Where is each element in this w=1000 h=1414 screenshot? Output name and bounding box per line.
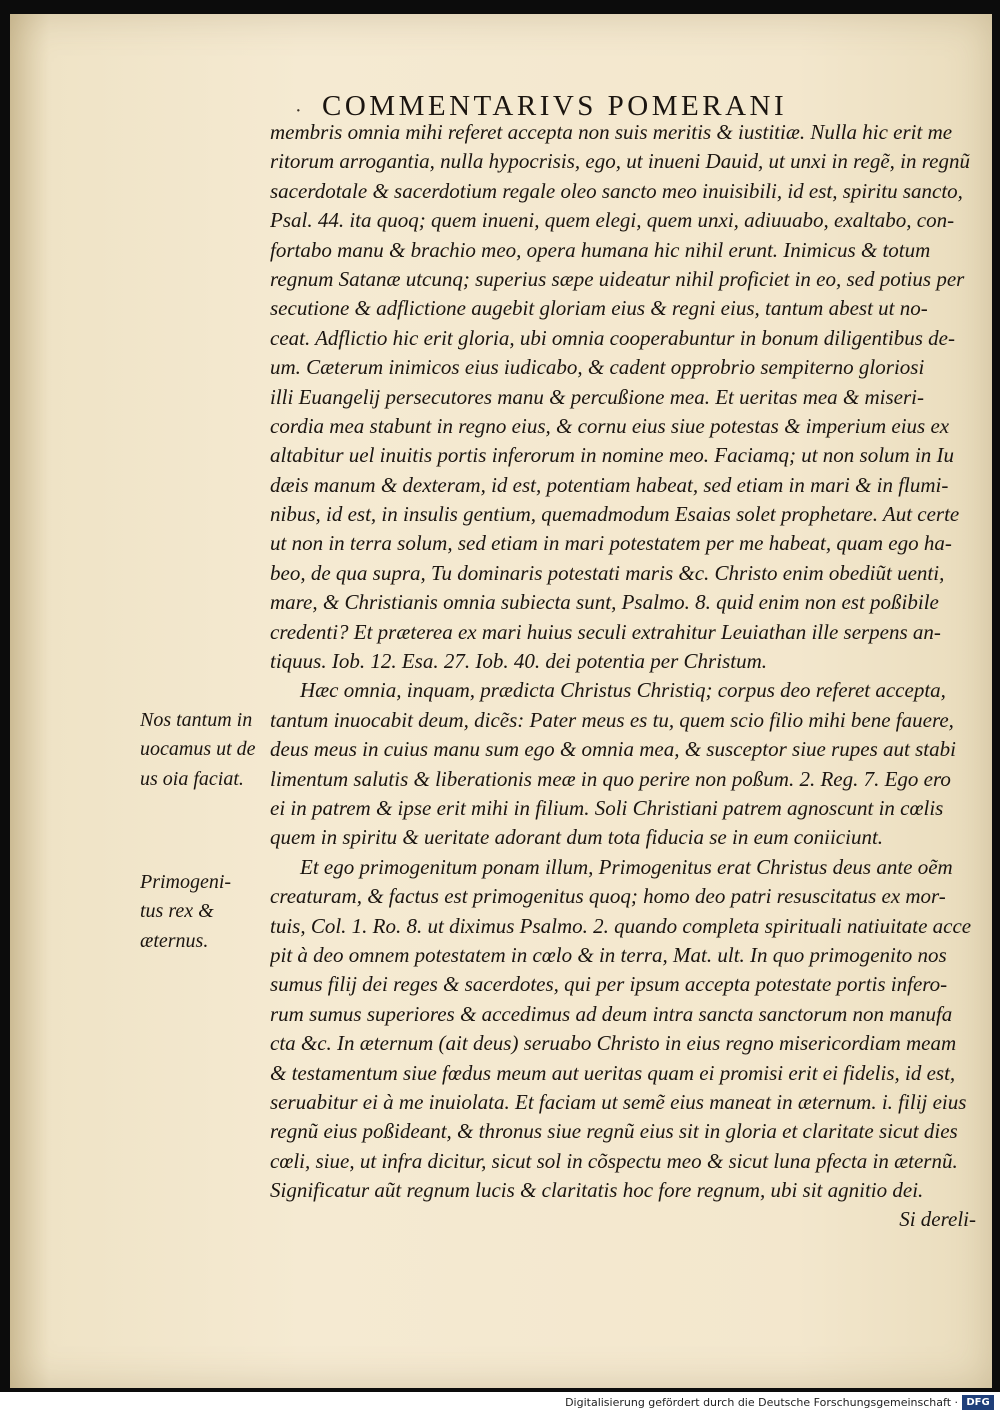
- text-line: limentum salutis & liberationis meæ in quo perire non poßum. 2. Reg. 7. Ego ero: [270, 766, 951, 791]
- text-line: um. Cæterum inimicos eius iudicabo, & cadent opprobrio sempiterno gloriosi: [270, 355, 925, 380]
- dfg-logo: DFG: [962, 1395, 994, 1410]
- margin-note-line: us oia faciat.: [140, 767, 244, 790]
- text-line: nibus, id est, in insulis gentium, quemadmodum Esaias solet prophetare. Aut certe: [270, 502, 960, 527]
- text-line: sacerdotale & sacerdotium regale oleo sancto meo inuisibili, id est, spiritu sancto,: [270, 178, 963, 203]
- text-line: seruabitur ei à me inuiolata. Et faciam ut semẽ eius maneat in æternum. i. filij eius: [270, 1089, 967, 1114]
- catchword: Si dereli-: [899, 1207, 976, 1232]
- text-line: ut non in terra solum, sed etiam in mari potestatem per me habeat, quam ego ha-: [270, 531, 952, 556]
- text-line: pit à deo omnem potestatem in cœlo & in terra, Mat. ult. In quo primogenito nos: [270, 942, 947, 967]
- text-line: rum sumus superiores & accedimus ad deum intra sancta sanctorum non manufa: [270, 1001, 953, 1026]
- text-line: mare, & Christianis omnia subiecta sunt, Psalmo. 8. quid enim non est poßibile: [270, 590, 939, 615]
- text-line: cta &c. In æternum (ait deus) seruabo Christo in eius regno misericordiam meam: [270, 1031, 957, 1056]
- text-line: regnum Satanæ utcunq; superius sæpe uideatur nihil proficiet in eo, sed potius per: [270, 266, 965, 291]
- text-line: tuis, Col. 1. Ro. 8. ut diximus Psalmo. 2. quando completa spirituali natiuitate acce: [270, 913, 972, 938]
- text-line: tiquus. Iob. 12. Esa. 27. Iob. 40. dei potentia per Christum.: [270, 649, 767, 674]
- text-line: dæis manum & dexteram, id est, potentiam habeat, sed etiam in mari & in flumi-: [270, 472, 949, 497]
- header-ornament: ·: [295, 100, 302, 122]
- text-line: membris omnia mihi referet accepta non suis meritis & iustitiæ. Nulla hic erit me: [270, 120, 953, 144]
- text-line: tantum inuocabit deum, dicẽs: Pater meus es tu, quem scio filio mihi bene fauere,: [270, 707, 954, 732]
- text-line: ceat. Adflictio hic erit gloria, ubi omnia cooperabuntur in bonum diligentibus de-: [270, 325, 955, 350]
- footer-bar: [0, 1392, 1000, 1414]
- text-line: & testamentum siue fœdus meum aut ueritas quam ei promisi erit ei fidelis, id est,: [270, 1060, 956, 1085]
- margin-note-line: tus rex &: [140, 900, 214, 923]
- text-line: credenti? Et præterea ex mari huius seculi extrahitur Leuiathan ille serpens an-: [270, 619, 941, 644]
- text-line: fortabo manu & brachio meo, opera humana hic nihil erunt. Inimicus & totum: [270, 237, 931, 262]
- margin-note-line: Nos tantum in: [140, 709, 253, 731]
- text-line: illi Euangelij persecutores manu & percußione mea. Et ueritas mea & miseri-: [270, 384, 925, 409]
- text-line: regnũ eius poßideant, & thronus siue regnũ eius sit in gloria et claritate sicut dies: [270, 1119, 958, 1144]
- margin-note-invocation: [140, 706, 265, 794]
- margin-note-primogenitus: [140, 868, 265, 956]
- text-line: Significatur aũt regnum lucis & claritatis hoc fore regnum, ubi sit agnitio dei.: [270, 1178, 924, 1203]
- body-text: [270, 118, 986, 1235]
- paragraph-start-line: Et ego primogenitum ponam illum, Primogenitus erat Christus deus ante oẽm: [300, 854, 953, 879]
- text-line: altabitur uel inuitis portis inferorum in nomine meo. Faciamq; ut non solum in Iu: [270, 443, 955, 468]
- text-line: cœli, siue, ut infra dicitur, sicut sol in cõspectu meo & sicut luna pfecta in æternũ.: [270, 1148, 958, 1173]
- margin-note-line: uocamus ut de: [140, 738, 256, 761]
- text-line: secutione & adflictione augebit gloriam eius & regni eius, tantum abest ut no-: [270, 296, 928, 321]
- text-line: ei in patrem & ipse erit mihi in filium. Soli Christiani patrem agnoscunt in cœlis: [270, 795, 944, 820]
- text-line: creaturam, & factus est primogenitus quoq; homo deo patri resuscitatus ex mor-: [270, 884, 946, 909]
- running-title: COMMENTARIVS POMERANI: [322, 90, 788, 122]
- text-line: sumus filij dei reges & sacerdotes, qui per ipsum accepta potestate portis infero-: [270, 972, 948, 997]
- text-line: beo, de qua supra, Tu dominaris potestati maris &c. Christo enim obediũt uenti,: [270, 560, 945, 585]
- margin-note-line: Primogeni-: [140, 871, 232, 893]
- text-line: cordia mea stabunt in regno eius, & cornu eius siue potestas & imperium eius ex: [270, 413, 950, 438]
- text-line: Psal. 44. ita quoq; quem inueni, quem elegi, quem unxi, adiuuabo, exaltabo, con-: [270, 208, 955, 233]
- text-line: ritorum arrogantia, nulla hypocrisis, ego, ut inueni Dauid, ut unxi in regẽ, in regnũ: [270, 149, 970, 174]
- footer-credit: Digitalisierung gefördert durch die Deutsche Forschungsgemeinschaft ·: [565, 1396, 958, 1409]
- text-line: deus meus in cuius manu sum ego & omnia mea, & susceptor siue rupes aut stabi: [270, 737, 956, 762]
- text-line: quem in spiritu & ueritate adorant dum tota fiducia se in eum coniiciunt.: [270, 825, 884, 850]
- margin-note-line: æternus.: [140, 929, 209, 952]
- paragraph-start-line: Hæc omnia, inquam, prædicta Christus Christiq; corpus deo referet accepta,: [300, 678, 946, 703]
